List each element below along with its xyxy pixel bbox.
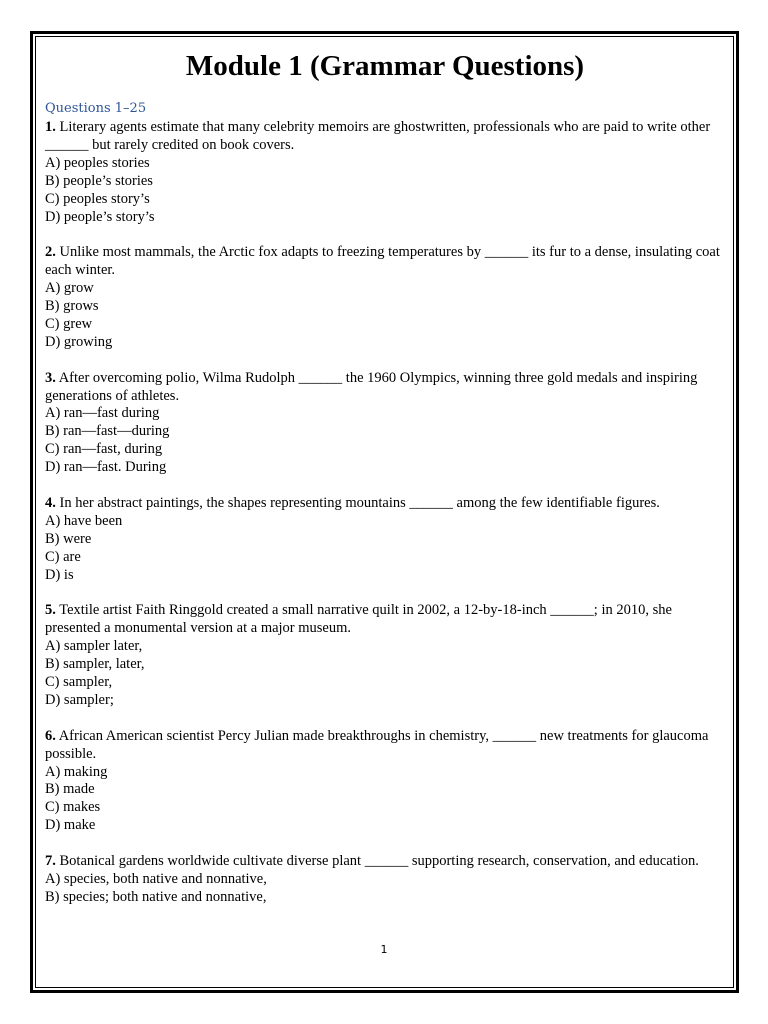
answer-choice: A) grow [45, 280, 94, 297]
question-text: In her abstract paintings, the shapes representing mountains ______ among the few identifiable figures. [55, 494, 660, 511]
answer-choice: C) grew [45, 315, 93, 332]
answer-choice: D) people’s story’s [45, 208, 155, 225]
answer-choice: A) sampler later, [45, 638, 143, 655]
question-stem [45, 370, 725, 406]
document-body [45, 46, 725, 925]
question-1 [45, 119, 725, 226]
section-label: Questions 1–25 [45, 101, 147, 116]
question-number: 6. [45, 727, 56, 744]
question-number: 4. [45, 494, 56, 511]
page-title: Module 1 (Grammar Questions) [185, 50, 585, 82]
question-number: 2. [45, 244, 56, 261]
question-stem [45, 602, 725, 638]
answer-choice: C) ran—fast, during [45, 441, 163, 458]
question-text: Textile artist Faith Ringgold created a small narrative quilt in 2002, a 12-by-18-inch ______; in 2010, she presented a monumental version at a major museum. [45, 602, 672, 637]
question-number: 3. [45, 369, 56, 386]
answer-choice: D) sampler; [45, 691, 114, 708]
answer-choice: D) is [45, 566, 74, 583]
answer-choice: C) peoples story’s [45, 190, 150, 207]
question-2 [45, 244, 725, 351]
answer-choice: C) sampler, [45, 674, 113, 691]
answer-choice: D) ran—fast. During [45, 459, 167, 476]
question-number: 5. [45, 602, 56, 619]
answer-choice: B) species; both native and nonnative, [45, 888, 267, 905]
question-5 [45, 602, 725, 709]
question-4 [45, 495, 725, 585]
page-number: 1 [380, 943, 388, 956]
answer-choice: C) are [45, 548, 81, 565]
question-stem [45, 244, 725, 280]
question-list [45, 119, 725, 907]
question-text: Botanical gardens worldwide cultivate diverse plant ______ supporting research, conservation, and education. [55, 853, 699, 870]
answer-choice: A) have been [45, 512, 123, 529]
answer-choice: B) made [45, 781, 95, 798]
answer-choice: A) peoples stories [45, 154, 150, 171]
question-stem [45, 853, 725, 871]
answer-choice: A) species, both native and nonnative, [45, 870, 267, 887]
question-6 [45, 728, 725, 835]
question-stem [45, 728, 725, 764]
answer-choice: A) making [45, 763, 108, 780]
question-text: Unlike most mammals, the Arctic fox adapts to freezing temperatures by ______ its fur to a dense, insulating coat each winter. [45, 244, 720, 279]
question-number: 1. [45, 119, 56, 135]
question-7 [45, 853, 725, 907]
answer-choice: B) ran—fast—during [45, 423, 170, 440]
question-text: African American scientist Percy Julian made breakthroughs in chemistry, ______ new treatments for glaucoma possible. [45, 727, 709, 762]
question-stem [45, 495, 725, 513]
answer-choice: C) makes [45, 799, 101, 816]
answer-choice: D) make [45, 817, 96, 834]
question-stem [45, 119, 725, 155]
answer-choice: B) were [45, 530, 92, 547]
question-number: 7. [45, 853, 56, 870]
question-3 [45, 370, 725, 477]
answer-choice: B) people’s stories [45, 172, 153, 189]
question-text: Literary agents estimate that many celebrity memoirs are ghostwritten, professionals who are paid to write other ______ but rarely credited on book covers. [45, 119, 711, 153]
answer-choice: B) grows [45, 298, 99, 315]
answer-choice: B) sampler, later, [45, 656, 145, 673]
question-text: After overcoming polio, Wilma Rudolph ______ the 1960 Olympics, winning three gold medals and inspiring generations of athletes. [45, 369, 698, 404]
answer-choice: D) growing [45, 333, 113, 350]
answer-choice: A) ran—fast during [45, 405, 160, 422]
